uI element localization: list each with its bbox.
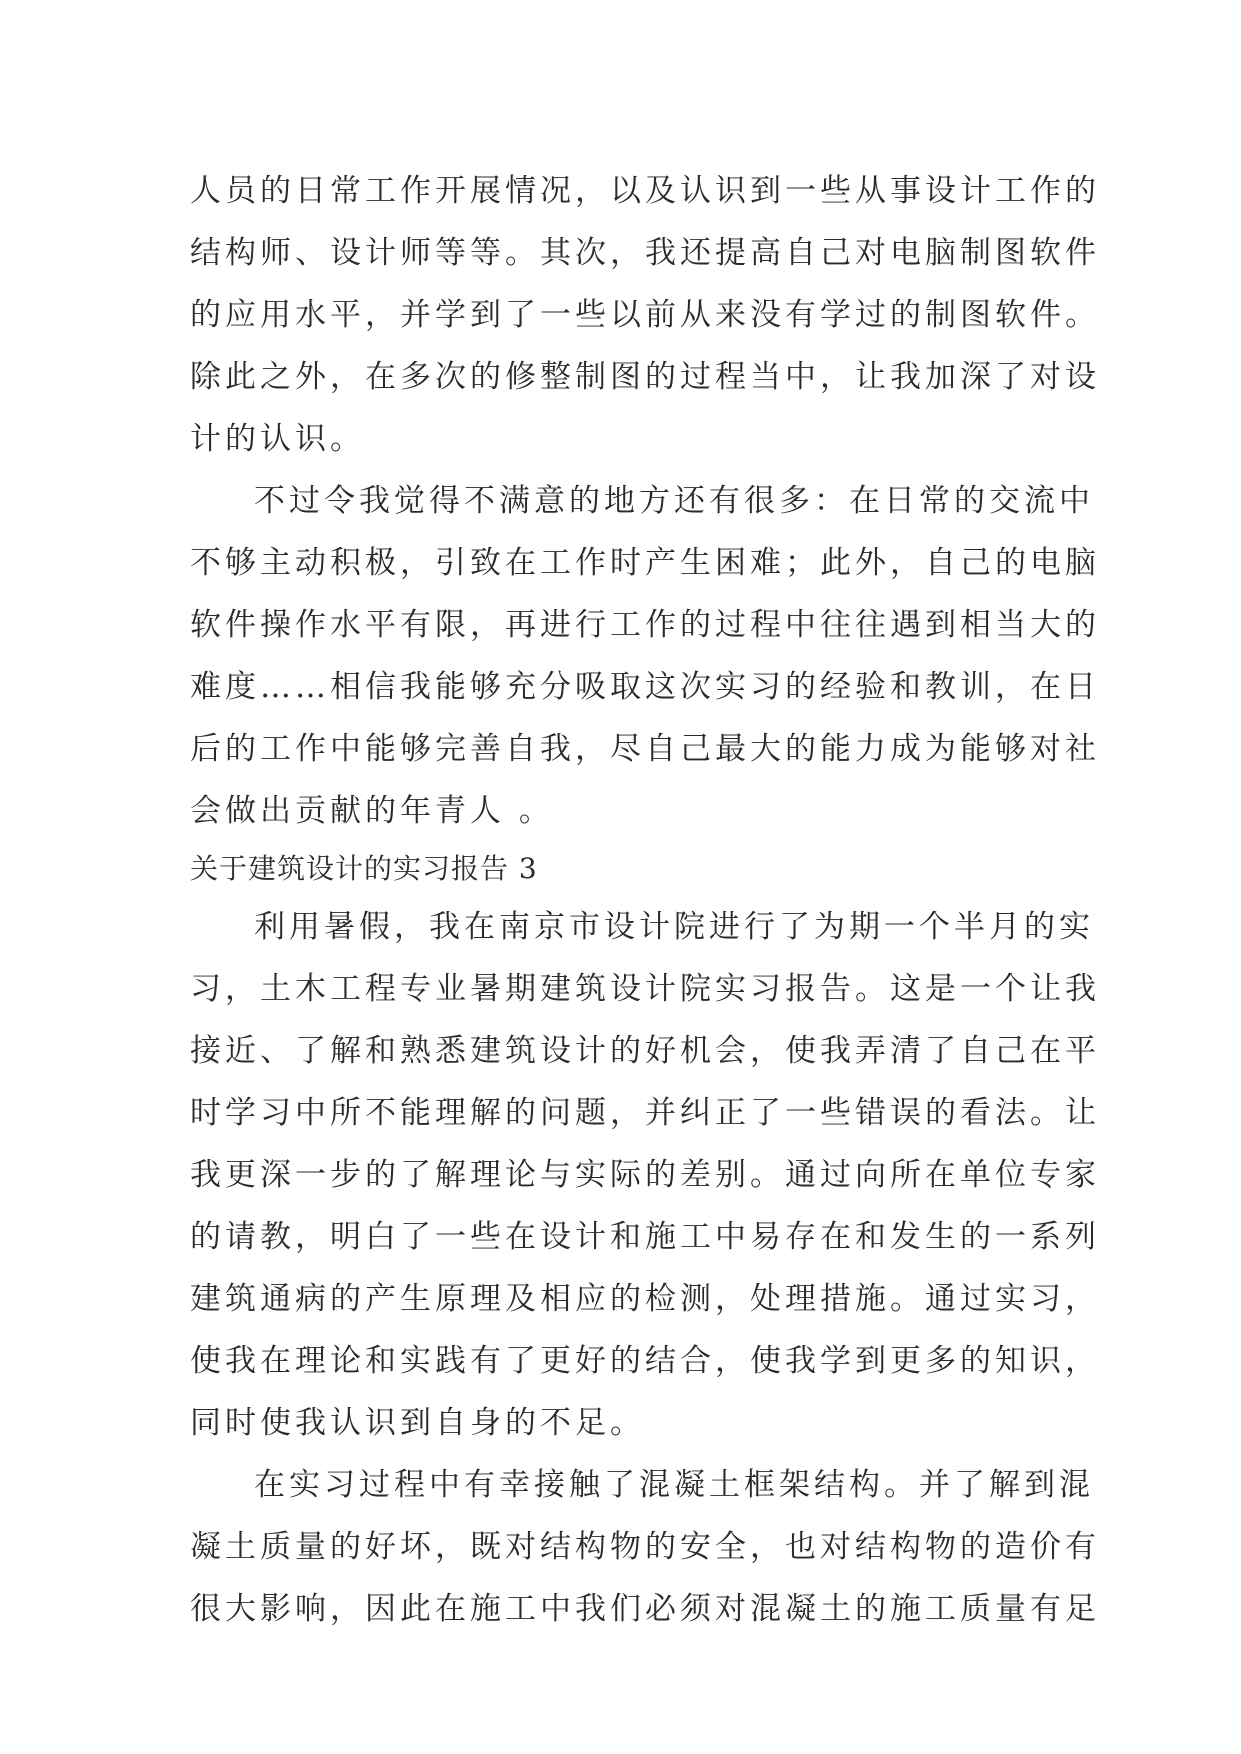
text-line: 习，土木工程专业暑期建筑设计院实习报告。这是一个让我: [190, 971, 1100, 1007]
text-line: 建筑通病的产生原理及相应的检测，处理措施。通过实习，: [190, 1281, 1100, 1317]
paragraph-3: [190, 896, 1100, 1454]
text-line: 接近、了解和熟悉建筑设计的好机会，使我弄清了自己在平: [190, 1033, 1100, 1069]
text-line: 凝土质量的好坏，既对结构物的安全，也对结构物的造价有: [190, 1529, 1100, 1565]
text-line: 会做出贡献的年青人 。: [190, 793, 554, 829]
text-line: 软件操作水平有限，再进行工作的过程中往往遇到相当大的: [190, 607, 1100, 643]
text-line: 我更深一步的了解理论与实际的差别。通过向所在单位专家: [190, 1157, 1100, 1193]
text-line: 除此之外，在多次的修整制图的过程当中，让我加深了对设: [190, 359, 1100, 395]
paragraph-1: [190, 160, 1100, 470]
text-line: 的请教，明白了一些在设计和施工中易存在和发生的一系列: [190, 1219, 1100, 1255]
document-body: [190, 160, 1100, 1640]
text-line: 利用暑假，我在南京市设计院进行了为期一个半月的实: [254, 909, 1094, 945]
text-line: 不过令我觉得不满意的地方还有很多：在日常的交流中: [254, 483, 1094, 519]
text-line: 人员的日常工作开展情况，以及认识到一些从事设计工作的: [190, 173, 1100, 209]
section-heading: 关于建筑设计的实习报告 3: [190, 852, 538, 885]
text-line: 使我在理论和实践有了更好的结合，使我学到更多的知识，: [190, 1343, 1100, 1379]
text-line: 很大影响，因此在施工中我们必须对混凝土的施工质量有足: [190, 1591, 1100, 1627]
text-line: 计的认识。: [190, 421, 365, 457]
text-line: 后的工作中能够完善自我，尽自己最大的能力成为能够对社: [190, 731, 1100, 767]
text-line: 不够主动积极，引致在工作时产生困难；此外，自己的电脑: [190, 545, 1100, 581]
paragraph-4: [190, 1454, 1100, 1640]
text-line: 的应用水平，并学到了一些以前从来没有学过的制图软件。: [190, 297, 1100, 333]
paragraph-2: [190, 470, 1100, 842]
text-line: 难度……相信我能够充分吸取这次实习的经验和教训，在日: [190, 669, 1100, 705]
text-line: 在实习过程中有幸接触了混凝土框架结构。并了解到混: [254, 1467, 1094, 1503]
text-line: 同时使我认识到自身的不足。: [190, 1405, 645, 1441]
text-line: 时学习中所不能理解的问题，并纠正了一些错误的看法。让: [190, 1095, 1100, 1131]
text-line: 结构师、设计师等等。其次，我还提高自己对电脑制图软件: [190, 235, 1100, 271]
